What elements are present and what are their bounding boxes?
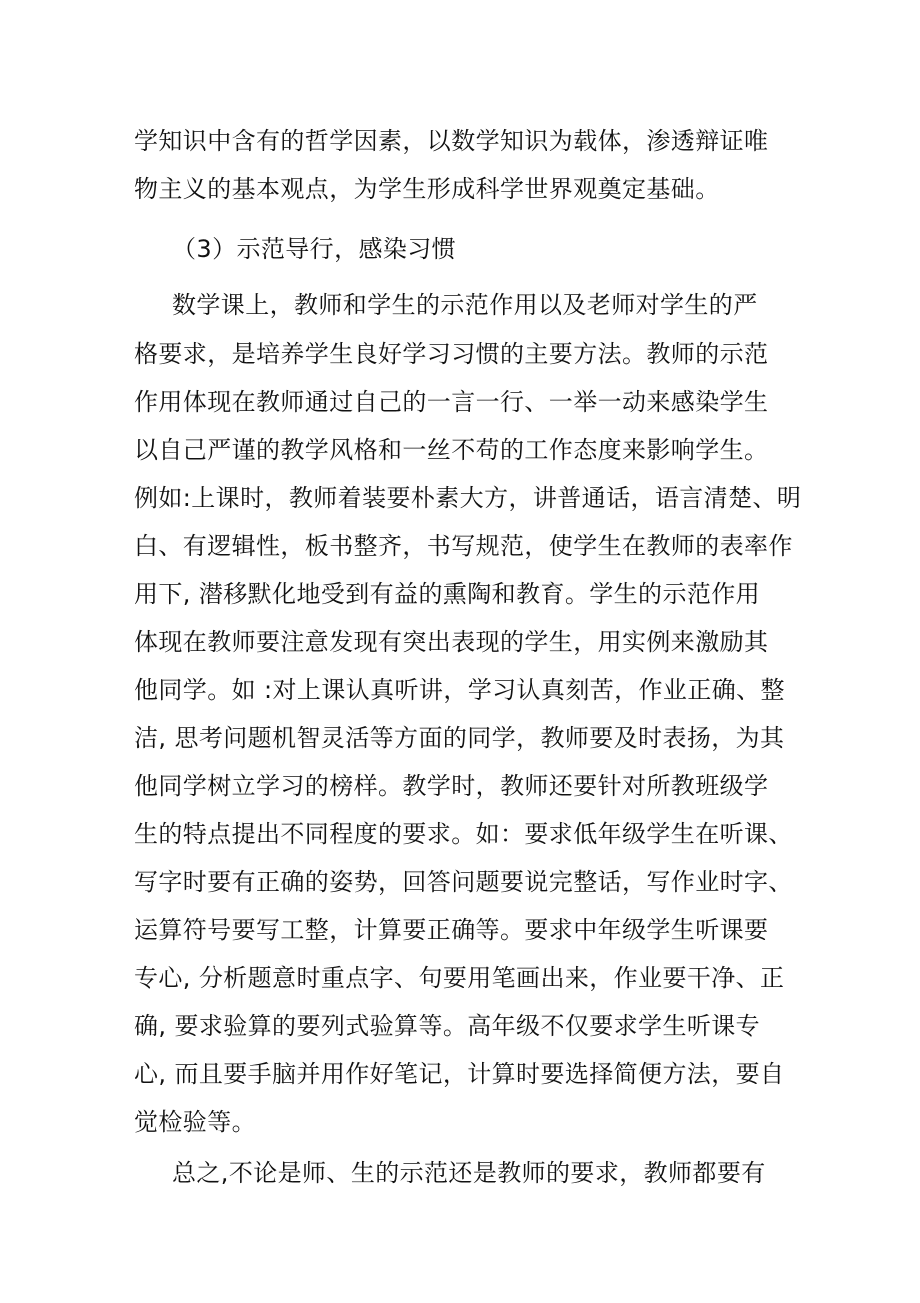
text-line: 生的特点提出不同程度的要求。如：要求低年级学生在听课、 [134,820,793,848]
text-line: 确, 要求验算的要列式验算等。高年级不仅要求学生听课专 [134,1012,761,1040]
text-line: 物主义的基本观点，为学生形成科学世界观奠定基础。 [134,175,720,203]
text-line: 学知识中含有的哲学因素，以数学知识为载体，渗透辩证唯 [134,127,769,155]
text-line: 洁, 思考问题机智灵活等方面的同学，教师要及时表扬，为其 [134,724,785,752]
text-line: 体现在教师要注意发现有突出表现的学生，用实例来激励其 [134,628,769,656]
text-line: 用下, 潜移默化地受到有益的熏陶和教育。学生的示范作用 [134,580,761,608]
text-line: 白、有逻辑性，板书整齐，书写规范，使学生在教师的表率作 [134,532,793,560]
text-line: 例如:上课时，教师着装要朴素大方，讲普通话，语言清楚、明 [134,484,802,512]
text-line: 数学课上，教师和学生的示范作用以及老师对学生的严 [172,291,758,319]
text-line: 作用体现在教师通过自己的一言一行、一举一动来感染学生 [134,388,769,416]
text-line: 他同学树立学习的榜样。教学时，教师还要针对所教班级学 [134,772,769,800]
text-line: 觉检验等。 [134,1108,256,1136]
text-line: 总之,不论是师、生的示范还是教师的要求，教师都要有 [172,1159,766,1187]
section-heading: （3）示范导行，感染习惯 [172,235,457,263]
text-line: 写字时要有正确的姿势，回答问题要说完整话，写作业时字、 [134,868,793,896]
text-line: 格要求，是培养学生良好学习习惯的主要方法。教师的示范 [134,340,769,368]
text-line: 运算符号要写工整，计算要正确等。要求中年级学生听课要 [134,916,769,944]
text-line: 以自己严谨的教学风格和一丝不苟的工作态度来影响学生。 [134,436,769,464]
text-line: 专心, 分析题意时重点字、句要用笔画出来，作业要干净、正 [134,964,785,992]
text-line: 他同学。如 :对上课认真听讲，学习认真刻苦，作业正确、整 [134,676,785,704]
text-line: 心, 而且要手脑并用作好笔记，计算时要选择简便方法，要自 [134,1060,785,1088]
